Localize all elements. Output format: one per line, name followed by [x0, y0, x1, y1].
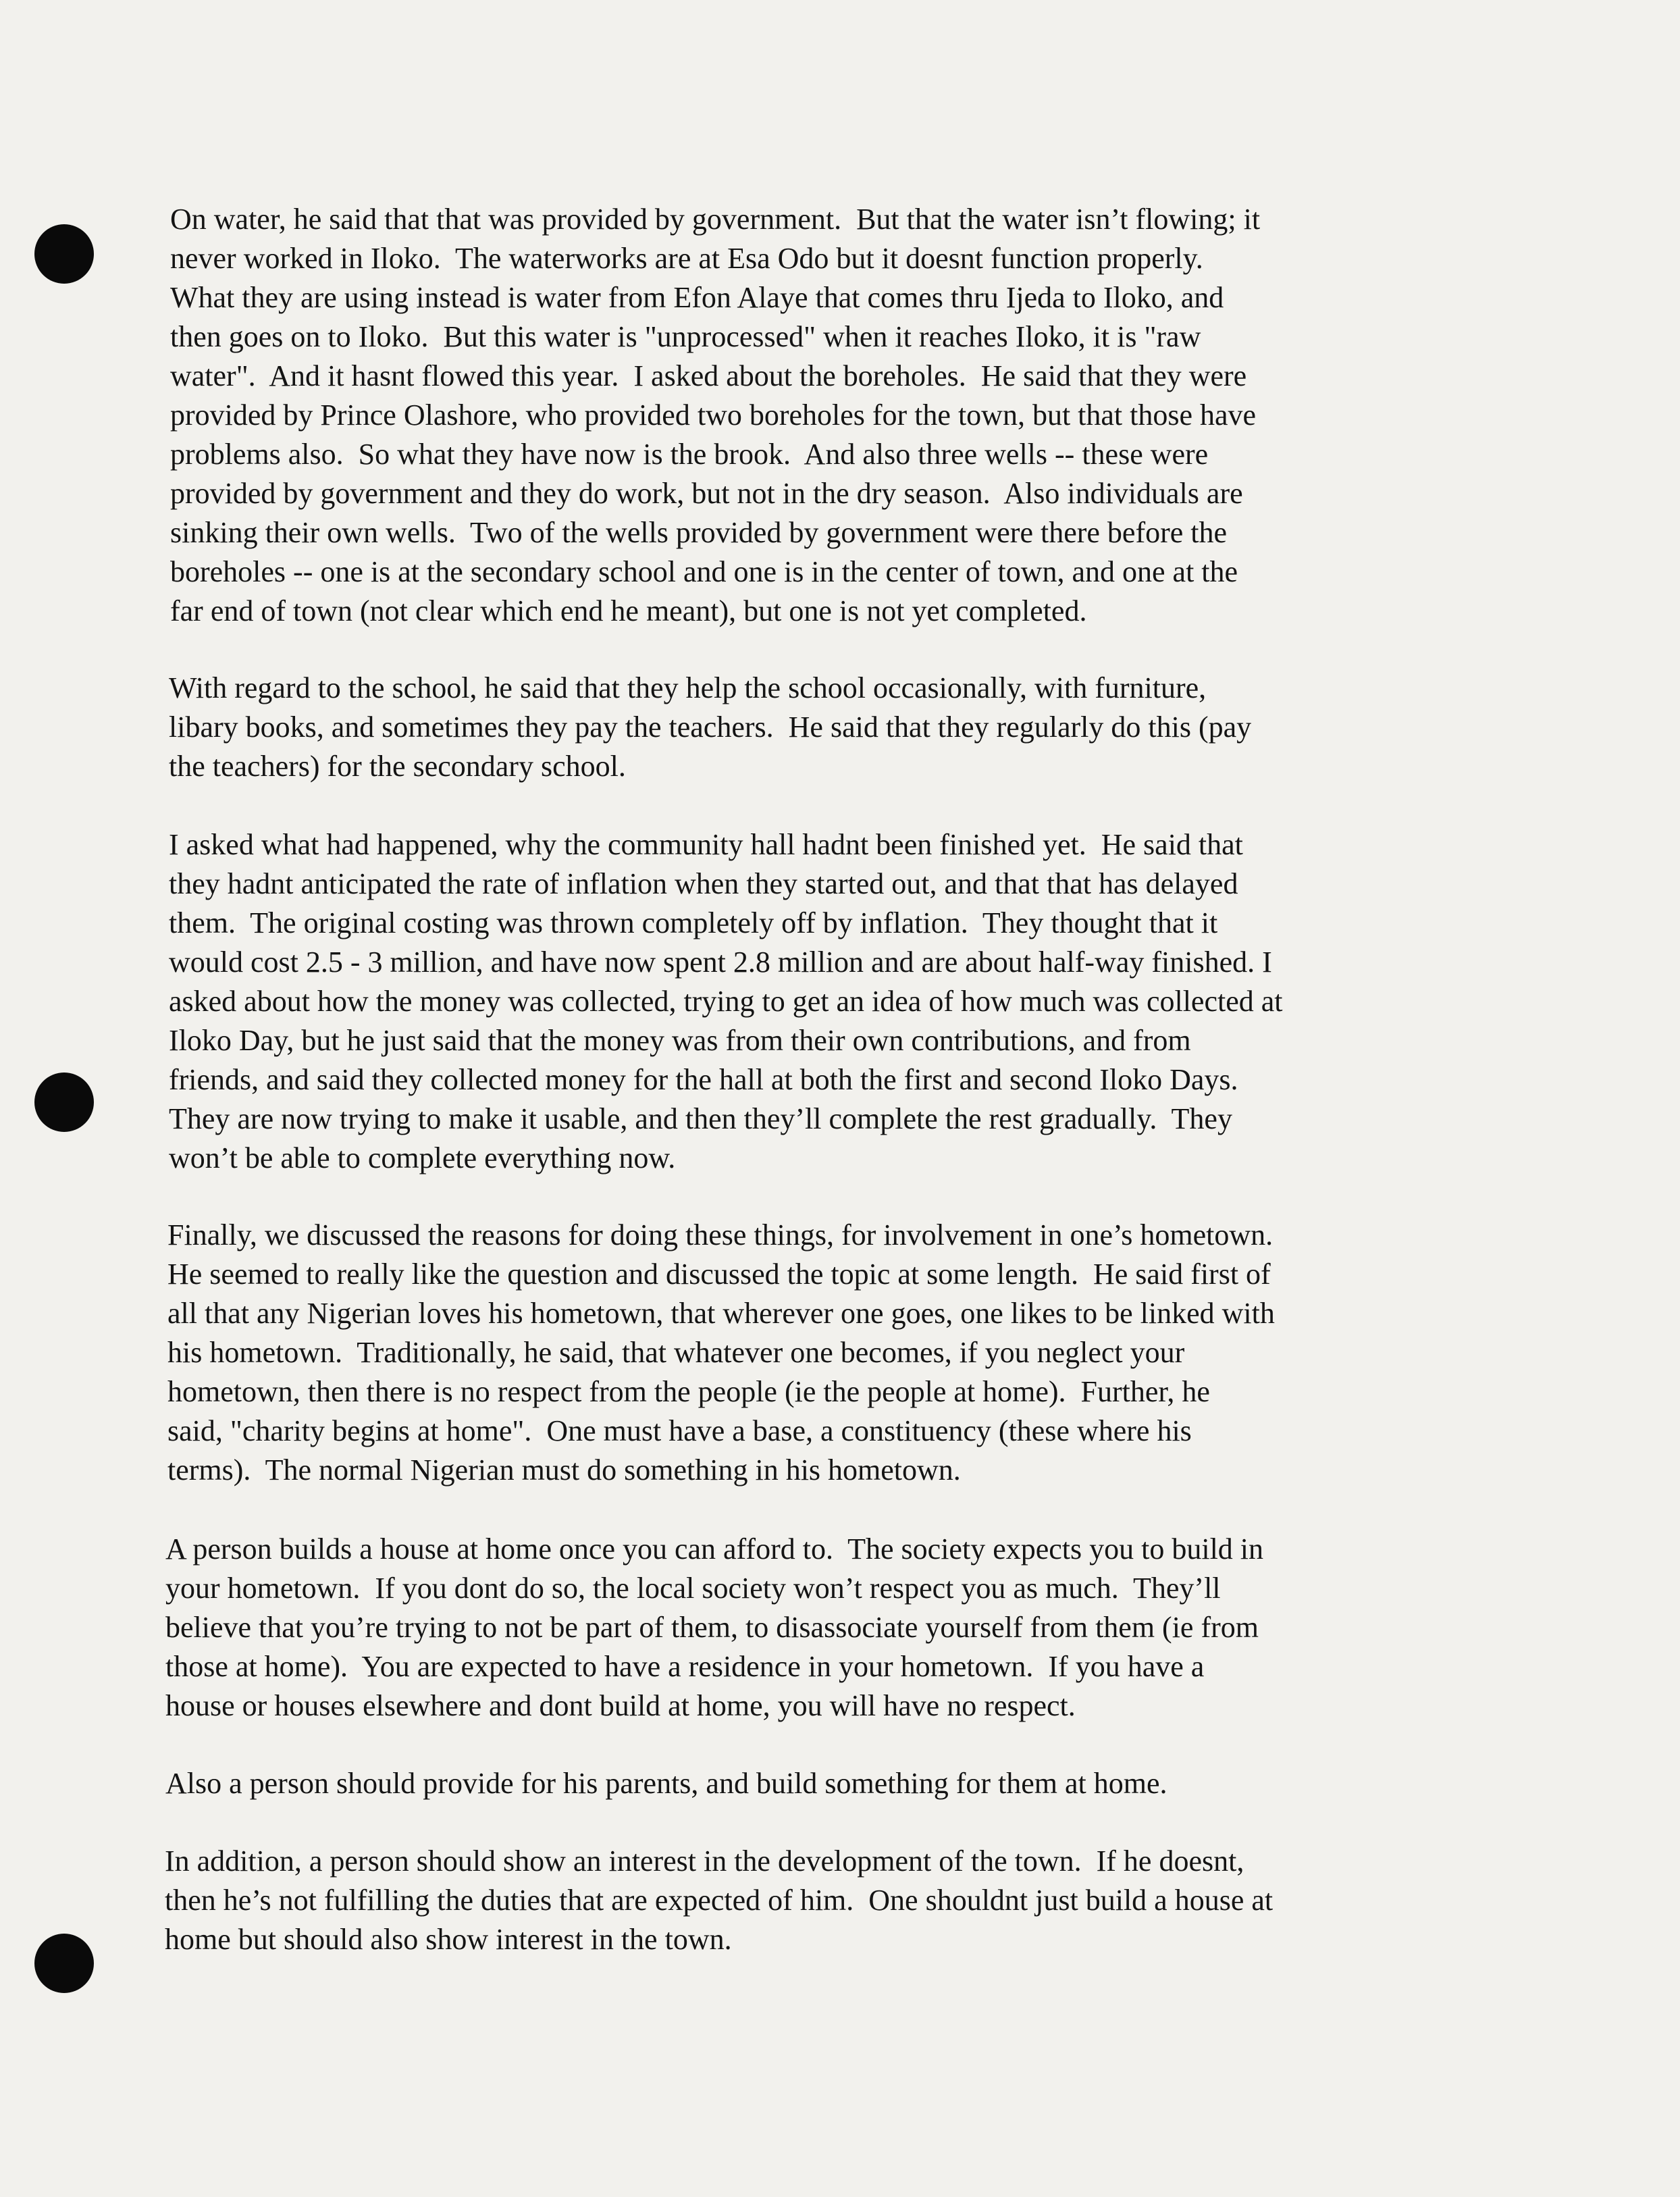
text-line: What they are using instead is water from Efon Alaye that comes thru Ijeda to Iloko, and	[170, 281, 1224, 314]
text-line: never worked in Iloko. The waterworks are at Esa Odo but it doesnt function properly.	[170, 242, 1203, 275]
text-line: In addition, a person should show an interest in the development of the town. If he doesnt,	[165, 1844, 1244, 1878]
text-line: water". And it hasnt flowed this year. I asked about the boreholes. He said that they were	[170, 359, 1247, 392]
text-line: won’t be able to complete everything now.	[169, 1141, 676, 1174]
text-line: them. The original costing was thrown completely off by inflation. They thought that it	[169, 906, 1218, 939]
text-line: boreholes -- one is at the secondary school and one is in the center of town, and one at the	[170, 555, 1238, 588]
text-line: They are now trying to make it usable, and then they’ll complete the rest gradually. They	[169, 1102, 1232, 1135]
paragraph-school	[169, 669, 1469, 786]
text-line: believe that you’re trying to not be part of them, to disassociate yourself from them (ie from	[165, 1611, 1259, 1644]
text-line: I asked what had happened, why the community hall hadnt been finished yet. He said that	[169, 828, 1243, 861]
paragraph-parents	[165, 1764, 1465, 1803]
paragraph-house	[165, 1530, 1465, 1726]
text-line: He seemed to really like the question and discussed the topic at some length. He said first of	[167, 1258, 1271, 1291]
text-line: With regard to the school, he said that they help the school occasionally, with furniture,	[169, 671, 1207, 704]
text-line: home but should also show interest in the town.	[165, 1923, 732, 1956]
text-line: all that any Nigerian loves his hometown, that wherever one goes, one likes to be linked with	[167, 1297, 1275, 1330]
text-line: the teachers) for the secondary school.	[169, 750, 626, 783]
text-line: would cost 2.5 - 3 million, and have now spent 2.8 million and are about half-way finished. I	[169, 946, 1272, 979]
text-line: libary books, and sometimes they pay the teachers. He said that they regularly do this (pay	[169, 710, 1252, 744]
paragraph-reasons	[167, 1216, 1467, 1490]
text-line: far end of town (not clear which end he meant), but one is not yet completed.	[170, 594, 1087, 627]
text-line: problems also. So what they have now is the brook. And also three wells -- these were	[170, 438, 1209, 471]
paragraph-community-hall	[169, 825, 1469, 1178]
text-line: Iloko Day, but he just said that the money was from their own contributions, and from	[169, 1024, 1191, 1057]
punch-hole	[34, 1934, 94, 1993]
text-line: Also a person should provide for his parents, and build something for them at home.	[165, 1767, 1167, 1800]
text-line: those at home). You are expected to have a residence in your hometown. If you have a	[165, 1650, 1205, 1683]
text-line: provided by government and they do work, but not in the dry season. Also individuals are	[170, 477, 1243, 510]
text-line: terms). The normal Nigerian must do something in his hometown.	[167, 1453, 961, 1487]
text-line: house or houses elsewhere and dont build at home, you will have no respect.	[165, 1689, 1076, 1722]
text-line: Finally, we discussed the reasons for doing these things, for involvement in one’s hometown.	[167, 1218, 1274, 1251]
text-line: then he’s not fulfilling the duties that are expected of him. One shouldnt just build a house at	[165, 1884, 1274, 1917]
text-line: his hometown. Traditionally, he said, that whatever one becomes, if you neglect your	[167, 1336, 1185, 1369]
text-line: hometown, then there is no respect from the people (ie the people at home). Further, he	[167, 1375, 1210, 1408]
punch-hole	[34, 1072, 94, 1132]
paragraph-development	[165, 1842, 1465, 1959]
text-line: your hometown. If you dont do so, the local society won’t respect you as much. They’ll	[165, 1572, 1221, 1605]
text-line: provided by Prince Olashore, who provided two boreholes for the town, but that those have	[170, 398, 1257, 432]
text-line: A person builds a house at home once you can afford to. The society expects you to build in	[165, 1532, 1264, 1566]
text-line: sinking their own wells. Two of the wells provided by government were there before the	[170, 516, 1228, 549]
text-line: then goes on to Iloko. But this water is "unprocessed" when it reaches Iloko, it is "raw	[170, 320, 1201, 353]
paragraph-water	[170, 200, 1470, 631]
punch-hole	[34, 224, 94, 284]
text-line: friends, and said they collected money for the hall at both the first and second Iloko Days.	[169, 1063, 1238, 1096]
text-line: they hadnt anticipated the rate of inflation when they started out, and that that has delayed	[169, 867, 1238, 900]
text-line: On water, he said that that was provided by government. But that the water isn’t flowing; it	[170, 203, 1261, 236]
text-line: said, "charity begins at home". One must have a base, a constituency (these where his	[167, 1414, 1192, 1447]
text-line: asked about how the money was collected, trying to get an idea of how much was collected at	[169, 985, 1283, 1018]
